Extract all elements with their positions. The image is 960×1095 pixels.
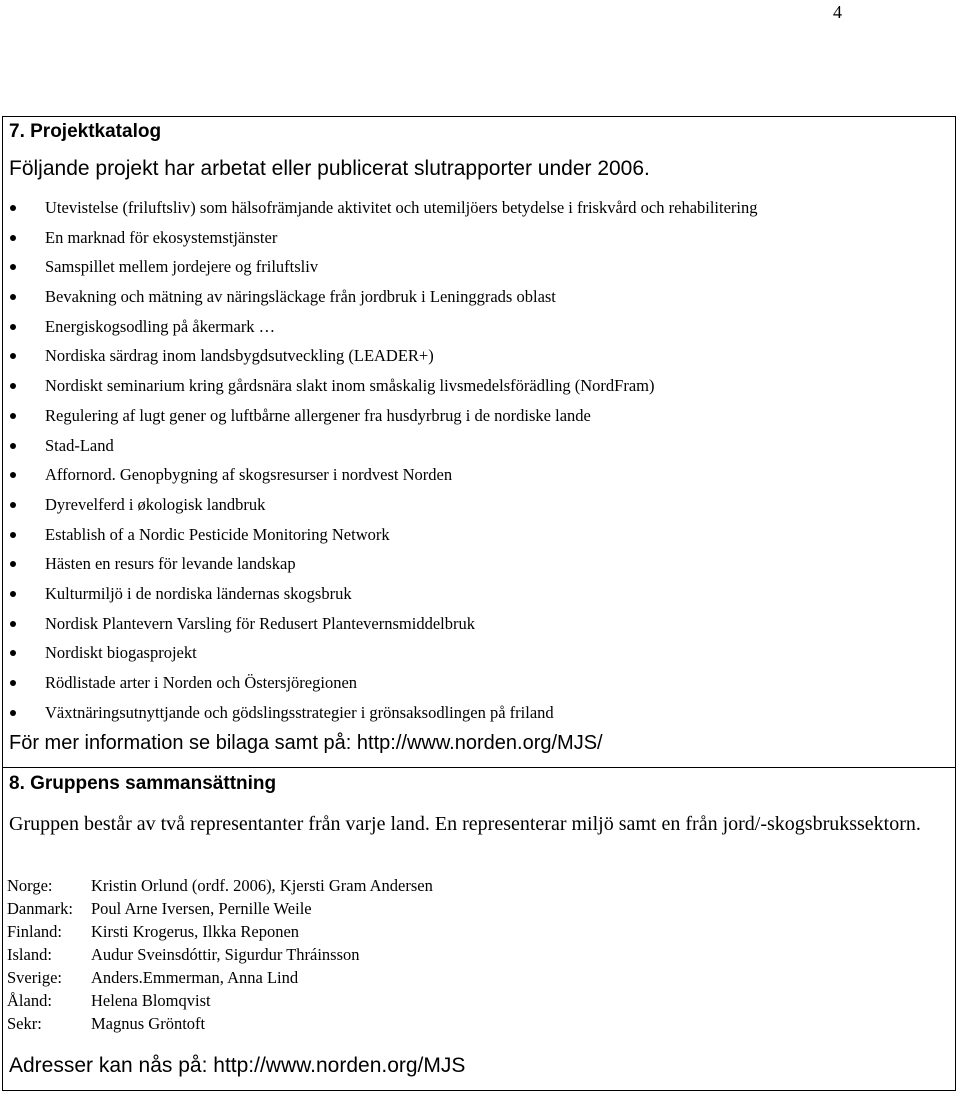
bullet-icon bbox=[10, 650, 16, 656]
bullet-icon bbox=[10, 561, 16, 567]
project-item bbox=[0, 193, 758, 223]
project-title: Utevistelse (friluftsliv) som hälsofrämjande aktivitet och utemiljöers betydelse i friskvård och rehabilitering bbox=[45, 198, 758, 217]
member-country: Åland: bbox=[7, 991, 52, 1010]
project-title: Regulering af lugt gener og luftbårne allergener fra husdyrbrug i de nordiske lande bbox=[45, 405, 591, 425]
member-names: Kristin Orlund (ordf. 2006), Kjersti Gram Andersen bbox=[91, 876, 433, 895]
bullet-icon bbox=[10, 264, 16, 270]
project-title: Energiskogsodling på åkermark … bbox=[45, 316, 276, 336]
project-title: Nordiskt seminarium kring gårdsnära slakt inom småskalig livsmedelsförädling (NordFram) bbox=[45, 376, 655, 396]
member-names: Helena Blomqvist bbox=[91, 991, 211, 1010]
project-item bbox=[0, 252, 758, 282]
member-names: Audur Sveinsdóttir, Sigurdur Thráinsson bbox=[91, 945, 360, 964]
project-title: Dyrevelferd i økologisk landbruk bbox=[45, 494, 266, 514]
project-title: Rödlistade arter i Norden och Östersjöregionen bbox=[45, 673, 358, 692]
bullet-icon bbox=[10, 383, 16, 389]
bullet-icon bbox=[10, 413, 16, 419]
project-item bbox=[0, 579, 758, 609]
project-title: Nordiskt biogasprojekt bbox=[45, 643, 197, 663]
project-item bbox=[0, 371, 758, 401]
project-item bbox=[0, 341, 758, 371]
member-row bbox=[7, 989, 433, 1012]
project-title: Bevakning och mätning av näringsläckage från jordbruk i Leninggrads oblast bbox=[45, 287, 556, 307]
project-title: Affornord. Genopbygning af skogsresurser i nordvest Norden bbox=[45, 465, 453, 485]
bullet-icon bbox=[10, 235, 16, 241]
section-7-intro: Följande projekt har arbetat eller publicerat slutrapporter under 2006. bbox=[9, 157, 650, 180]
bullet-icon bbox=[10, 294, 16, 300]
member-row bbox=[7, 943, 433, 966]
member-country: Sverige: bbox=[7, 968, 62, 987]
project-title: Hästen en resurs för levande landskap bbox=[45, 554, 296, 574]
bullet-icon bbox=[10, 205, 16, 211]
member-country: Finland: bbox=[7, 922, 63, 941]
project-item bbox=[0, 460, 758, 490]
project-item bbox=[0, 312, 758, 342]
member-country: Island: bbox=[7, 945, 52, 964]
project-list bbox=[0, 193, 758, 727]
project-item bbox=[0, 223, 758, 253]
bullet-icon bbox=[10, 472, 16, 478]
project-item bbox=[0, 638, 758, 668]
member-row bbox=[7, 966, 433, 989]
member-names: Poul Arne Iversen, Pernille Weile bbox=[91, 899, 312, 918]
more-info-text: För mer information se bilaga samt på: http://www.norden.org/MJS/ bbox=[9, 732, 603, 754]
project-item bbox=[0, 282, 758, 312]
project-title: Nordiska särdrag inom landsbygdsutveckling (LEADER+) bbox=[45, 346, 434, 366]
member-row bbox=[7, 874, 433, 897]
project-title: Establish of a Nordic Pesticide Monitoring Network bbox=[45, 524, 390, 544]
project-title: En marknad för ekosystemstjänster bbox=[45, 227, 278, 247]
project-item bbox=[0, 401, 758, 431]
project-title: Stad-Land bbox=[45, 435, 114, 455]
project-item bbox=[0, 698, 758, 728]
bullet-icon bbox=[10, 353, 16, 359]
member-row bbox=[7, 1012, 433, 1035]
member-row bbox=[7, 920, 433, 943]
page-number: 4 bbox=[833, 2, 842, 22]
bullet-icon bbox=[10, 443, 16, 449]
project-title: Nordisk Plantevern Varsling för Redusert Plantevernsmiddelbruk bbox=[45, 613, 475, 633]
project-item bbox=[0, 668, 758, 698]
project-title: Samspillet mellem jordejere og friluftsliv bbox=[45, 257, 319, 277]
section-divider bbox=[2, 767, 956, 768]
member-table bbox=[7, 874, 433, 1035]
bullet-icon bbox=[10, 532, 16, 538]
project-title: Kulturmiljö i de nordiska ländernas skogsbruk bbox=[45, 583, 352, 603]
member-country: Sekr: bbox=[7, 1014, 42, 1033]
member-names: Anders.Emmerman, Anna Lind bbox=[91, 968, 299, 987]
project-item bbox=[0, 609, 758, 639]
member-names: Kirsti Krogerus, Ilkka Reponen bbox=[91, 922, 300, 941]
bullet-icon bbox=[10, 680, 16, 686]
member-country: Danmark: bbox=[7, 899, 73, 918]
addresses-text: Adresser kan nås på: http://www.norden.org/MJS bbox=[9, 1054, 466, 1077]
project-item bbox=[0, 549, 758, 579]
member-names: Magnus Gröntoft bbox=[91, 1014, 206, 1033]
member-country: Norge: bbox=[7, 876, 53, 895]
project-item bbox=[0, 490, 758, 520]
member-row bbox=[7, 897, 433, 920]
section-8-heading: 8. Gruppens sammansättning bbox=[9, 773, 277, 794]
project-title: Växtnäringsutnyttjande och gödslingsstrategier i grönsaksodlingen på friland bbox=[45, 702, 554, 722]
project-item bbox=[0, 520, 758, 550]
project-item bbox=[0, 431, 758, 461]
bullet-icon bbox=[10, 621, 16, 627]
group-description: Gruppen består av två representanter från varje land. En representerar miljö samt en från jord/-skogsbrukssektorn. bbox=[9, 813, 921, 835]
bullet-icon bbox=[10, 710, 16, 716]
section-7-heading: 7. Projektkatalog bbox=[9, 121, 162, 142]
bullet-icon bbox=[10, 591, 16, 597]
bullet-icon bbox=[10, 324, 16, 330]
bullet-icon bbox=[10, 502, 16, 508]
